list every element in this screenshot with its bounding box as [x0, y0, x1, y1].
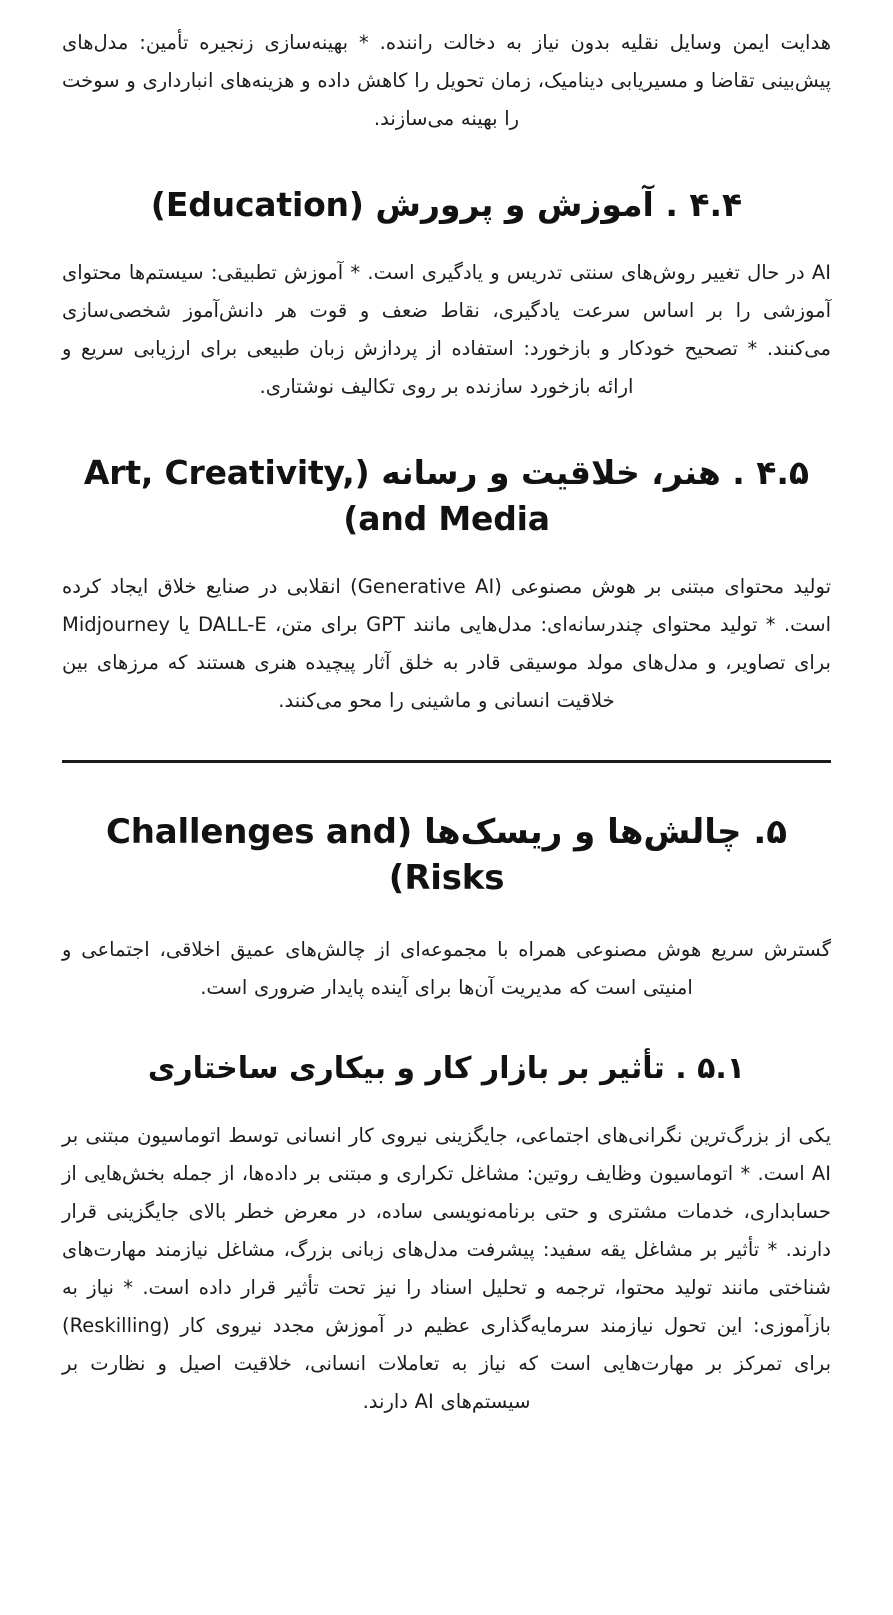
paragraph-section-4-5: تولید محتوای مبتنی بر هوش مصنوعی (Generative AI) انقلابی در صنایع خلاق ایجاد کرده است. * تولید محتوای چندرسانه‌ای: مدل‌هایی مانند GPT برای متن، DALL-E یا Midjourney برای تصاویر، و مدل‌های مولد موسیقی قادر به خلق آثار پیچیده هنری هستند که مرزهای بین خلاقیت انسانی و ماشینی را محو می‌کنند.: [62, 575, 832, 712]
heading-section-4-5: ۴.۵ . هنر، خلاقیت و رسانه (Art, Creativity, and Media): [83, 453, 810, 538]
paragraph-section-5: گسترش سریع هوش مصنوعی همراه با مجموعه‌ای از چالش‌های عمیق اخلاقی، اجتماعی و امنیتی است که مدیریت آن‌ها برای آینده پایدار ضروری است.: [62, 938, 831, 999]
bottom-spacer: [62, 1435, 831, 1585]
heading-section-5-1: ۵.۱ . تأثیر بر بازار کار و بیکاری ساختاری: [147, 1051, 746, 1086]
heading-section-5: ۵. چالش‌ها و ریسک‌ها (Challenges and Risks): [105, 812, 788, 898]
section-divider: [62, 760, 831, 763]
intro-paragraph: هدایت ایمن وسایل نقلیه بدون نیاز به دخالت راننده. * بهینه‌سازی زنجیره تأمین: مدل‌های پیش‌بینی تقاضا و مسیریابی دینامیک، زمان تحویل را کاهش داده و هزینه‌های انبارداری و سوخت را بهینه می‌سازند.: [62, 31, 831, 130]
top-spacer: [62, 14, 831, 24]
paragraph-section-5-1: یکی از بزرگ‌ترین نگرانی‌های اجتماعی، جایگزینی نیروی کار انسانی توسط اتوماسیون مبتنی بر AI است. * اتوماسیون وظایف روتین: مشاغل تکراری و مبتنی بر داده‌ها، از جمله بخش‌هایی از حسابداری، خدمات مشتری و حتی برنامه‌نویسی ساده، در معرض خطر بالای جایگزینی قرار دارند. * تأثیر بر مشاغل یقه سفید: پیشرفت مدل‌های زبانی بزرگ، مشاغل نیازمند مهارت‌های شناختی مانند تولید محتوا، ترجمه و تحلیل اسناد را نیز تحت تأثیر قرار داده است. * نیاز به بازآموزی: این تحول نیازمند سرمایه‌گذاری عظیم در آموزش مجدد نیروی کار (Reskilling) برای تمرکز بر مهارت‌هایی است که نیاز به تعاملات انسانی، خلاقیت اصیل و نظارت بر سیستم‌های AI دارند.: [62, 1124, 831, 1413]
paragraph-section-4-4: AI در حال تغییر روش‌های سنتی تدریس و یادگیری است. * آموزش تطبیقی: سیستم‌ها محتوای آموزشی را بر اساس سرعت یادگیری، نقاط ضعف و قوت هر دانش‌آموز شخصی‌سازی می‌کنند. * تصحیح خودکار و بازخورد: استفاده از پردازش زبان طبیعی برای ارزیابی سریع و ارائه بازخورد سازنده بر روی تکالیف نوشتاری.: [62, 261, 831, 398]
heading-section-4-4: ۴.۴ . آموزش و پرورش (Education): [150, 185, 743, 224]
